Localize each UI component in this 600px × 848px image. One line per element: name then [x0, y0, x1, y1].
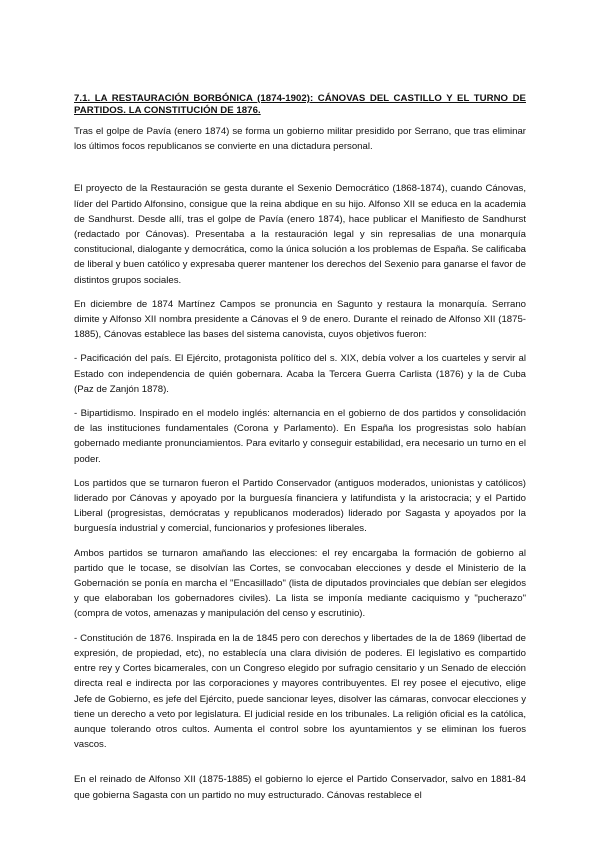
paragraph-spacer	[74, 154, 526, 181]
paragraph-spacer	[74, 288, 526, 297]
paragraph-golpe-pavia: Tras el golpe de Pavía (enero 1874) se forma un gobierno militar presidido por Serrano, que tras eliminar los últimos focos republicanos se convierte en una dictadura personal.	[74, 126, 526, 153]
paragraph-reinado-alfonso-xii: En el reinado de Alfonso XII (1875-1885) el gobierno lo ejerce el Partido Conservador, salvo en 1881-84 que gobierna Sagasta con un partido no muy estructurado. Cánovas restablece el	[74, 774, 526, 801]
paragraph-spacer	[74, 467, 526, 476]
paragraph-spacer	[74, 537, 526, 546]
section-heading: 7.1. LA RESTAURACIÓN BORBÓNICA (1874-1902): CÁNOVAS DEL CASTILLO Y EL TURNO DE PARTIDOS. LA CONSTITUCIÓN DE 1876.	[74, 93, 526, 116]
paragraph-bipartidismo: - Bipartidismo. Inspirado en el modelo inglés: alternancia en el gobierno de dos partidos y consolidación de las instituciones fundamentales (Corona y Parlamento). En España los progresistas solo habían gobernado mediante pronunciamientos. Para evitarlo y conseguir estabilidad, era necesario un turno en el poder.	[74, 408, 526, 465]
paragraph-spacer	[74, 622, 526, 631]
paragraph-proyecto-restauracion: El proyecto de la Restauración se gesta durante el Sexenio Democrático (1868-1874), cuando Cánovas, líder del Partido Alfonsino, consigue que la reina abdique en su hijo. Alfonso XII se educa en la academia de Sandhurst. Desde allí, tras el golpe de Pavía (enero 1874), hace publicar el Manifiesto de Sandhurst (redactado por Cánovas). Presentaba a la restauración legal y sin represalias de una monarquía constitucional, dialogante y democrática, como la única solución a los problemas de España. Se calificaba de liberal y buen católico y expresaba querer mantener los derechos del Sexenio para ganarse el favor de distintos grupos sociales.	[74, 183, 526, 286]
paragraph-pacificacion: - Pacificación del país. El Ejército, protagonista político del s. XIX, debía volver a los cuarteles y servir al Estado con independencia de quién gobernara. Acaba la Tercera Guerra Carlista (1876) y la de Cuba (Paz de Zanjón 1878).	[74, 353, 526, 395]
paragraph-partidos: Los partidos que se turnaron fueron el Partido Conservador (antiguos moderados, unionistas y católicos) liderado por Cánovas y apoyado por la burguesía financiera y latifundista y la aristocracia; y el Partido Liberal (progresistas, demócratas y republicanos moderados) liderado por Sagasta y apoyados por la burguesía industrial y comercial, funcionarios y profesiones liberales.	[74, 477, 526, 535]
paragraph-constitucion-1876: - Constitución de 1876. Inspirada en la de 1845 pero con derechos y libertades de la de 1869 (libertad de expresión, de propiedad, etc), no establecía una clara división de poderes. El legislativo es compartido entre rey y Cortes bicamerales, con un Congreso elegido por sufragio censitario y un Senado de elección directa real e indirecta por las corporaciones y mayores contribuyentes. El rey posee el ejecutivo, elige Jefe de Gobierno, es jefe del Ejército, puede sancionar leyes, disolver las cámaras, convocar elecciones y tiene un derecho a veto por legislatura. El judicial reside en los tribunales. La religión oficial es la católica, aunque tolerando otros cultos. Aumenta el control sobre los ayuntamientos y se eliminan los fueros vascos.	[74, 632, 526, 751]
paragraph-diciembre-1874: En diciembre de 1874 Martínez Campos se pronuncia en Sagunto y restaura la monarquía. Serrano dimite y Alfonso XII nombra presidente a Cánovas el 9 de enero. Durante el reinado de Alfonso XII (1875-1885), Cánovas establece las bases del sistema canovista, cuyos objetivos fueron:	[74, 298, 526, 341]
paragraph-spacer	[74, 397, 526, 406]
paragraph-spacer	[74, 342, 526, 351]
paragraph-turno-elecciones: Ambos partidos se turnaron amañando las elecciones: el rey encargaba la formación de gobierno al partido que le tocase, se disolvían las Cortes, se convocaban elecciones y desde el Ministerio de la Gobernación se ponía en marcha el "Encasillado" (lista de diputados provinciales que debían ser elegidos y que elaboraban los gobernadores civiles). La lista se imponía mediante caciquismo y "pucherazo" (compra de votos, amenazas y manipulación del censo y escrutinio).	[74, 547, 526, 620]
document-body	[74, 93, 526, 803]
paragraph-spacer	[74, 752, 526, 772]
